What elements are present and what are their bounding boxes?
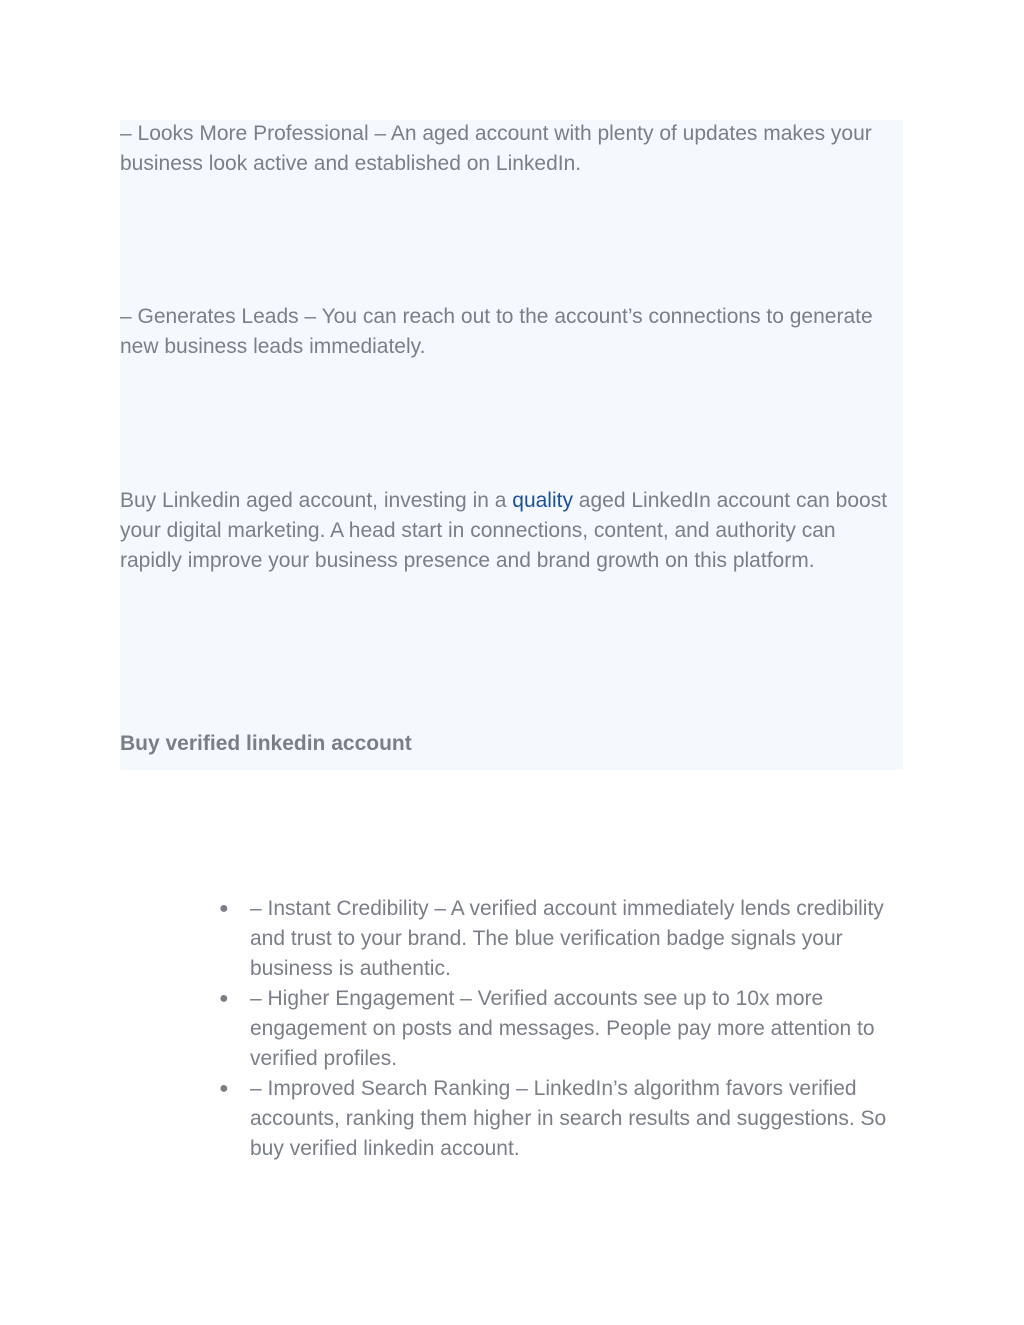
benefits-list <box>219 894 910 1164</box>
paragraph-text-before-link: Buy Linkedin aged account, investing in a <box>120 489 513 512</box>
paragraph-looks-professional: – Looks More Professional – An aged account with plenty of updates makes your business look active and established on LinkedIn. <box>120 122 872 175</box>
bullet-icon: ● <box>219 990 229 1007</box>
list-item <box>219 894 910 984</box>
bullet-icon: ● <box>219 900 229 917</box>
paragraph-generates-leads: – Generates Leads – You can reach out to the account’s connections to generate new business leads immediately. <box>120 305 873 358</box>
list-item <box>219 984 910 1074</box>
paragraph-text-after-link: aged LinkedIn account can boost your digital marketing. A head start in connections, content, and authority can rapidly improve your business presence and brand growth on this platform. <box>120 489 888 572</box>
list-item-text: – Improved Search Ranking – LinkedIn’s algorithm favors verified accounts, ranking them higher in search results and suggestions. So buy verified linkedin account. <box>250 1077 887 1160</box>
list-item-text: – Instant Credibility – A verified account immediately lends credibility and trust to your brand. The blue verification badge signals your business is authentic. <box>250 897 884 980</box>
list-item-text: – Higher Engagement – Verified accounts see up to 10x more engagement on posts and messages. People pay more attention to verified profiles. <box>250 987 875 1070</box>
section-heading: Buy verified linkedin account <box>120 732 412 755</box>
highlighted-section <box>120 120 903 770</box>
quality-link[interactable]: quality <box>512 489 573 512</box>
paragraph-aged-account <box>120 486 895 576</box>
bullet-icon: ● <box>219 1080 229 1097</box>
list-item <box>219 1074 910 1164</box>
